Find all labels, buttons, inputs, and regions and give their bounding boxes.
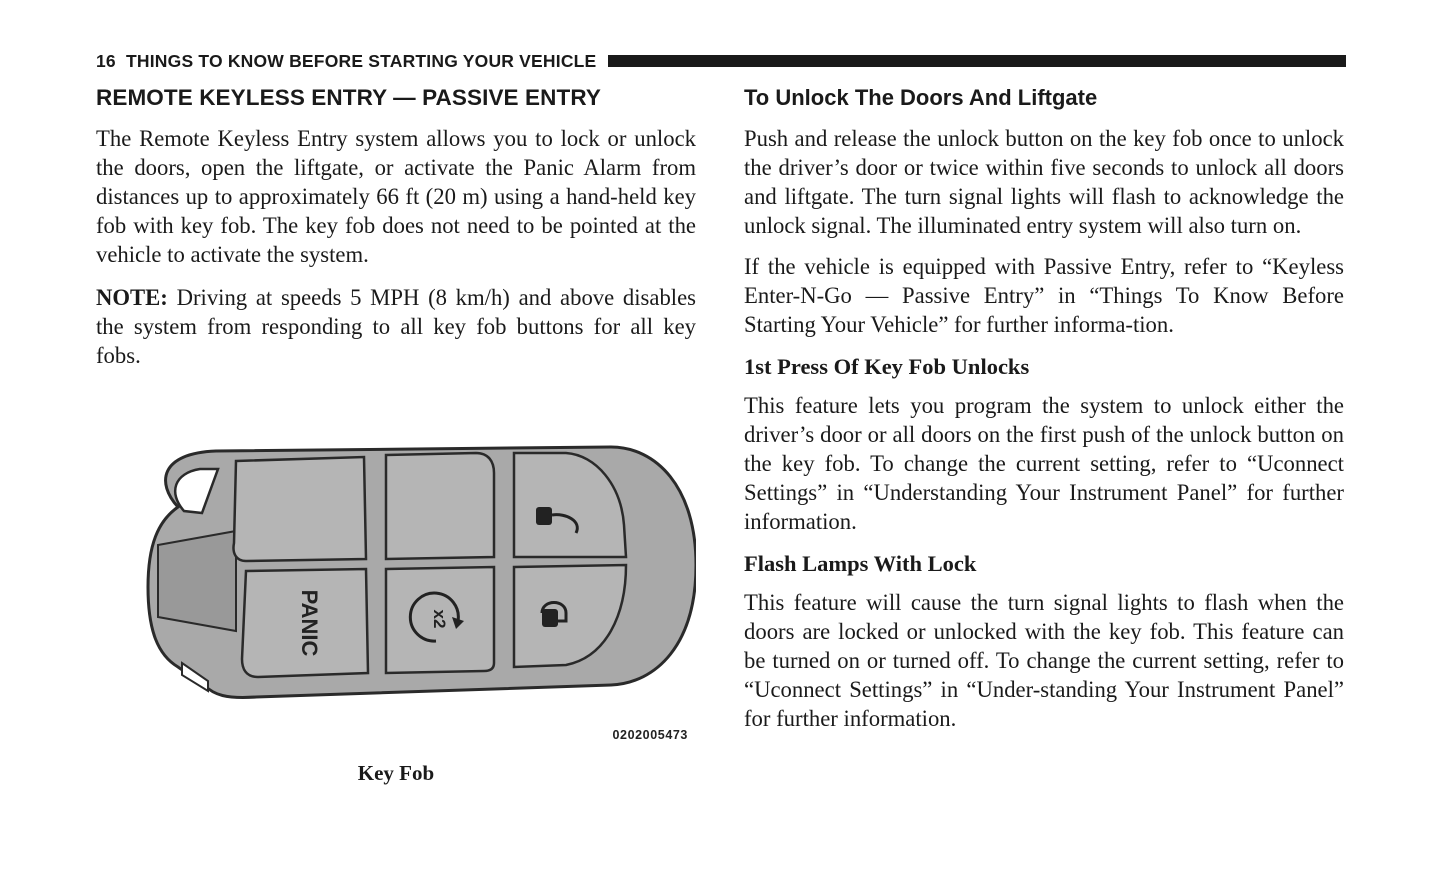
top-middle-button: [386, 453, 494, 559]
unlock-heading: To Unlock The Doors And Liftgate: [744, 85, 1098, 110]
flash-lamps-paragraph: This feature will cause the turn signal lights to flash when the doors are locked or unlocked with the key fob. This feature can be turned on or turned off. To change the current setting, refer to “Uconnect Settings” in “Under-standing Your Instrument Panel” for further information.: [744, 590, 1344, 731]
top-left-button: [234, 457, 367, 561]
remote-start-label: x2: [430, 609, 449, 629]
header-rule: [608, 55, 1346, 67]
flash-lamps-heading: Flash Lamps With Lock: [744, 551, 977, 576]
image-code: 0202005473: [612, 728, 688, 742]
page-header-text: [96, 51, 596, 72]
left-column: [96, 84, 696, 370]
key-fob-figure: [96, 395, 696, 805]
emergency-key-slot: [158, 531, 236, 631]
section-heading: REMOTE KEYLESS ENTRY — PASSIVE ENTRY: [96, 85, 601, 110]
note-label: NOTE:: [96, 285, 168, 310]
page-number: 16: [96, 50, 116, 71]
right-column: [744, 84, 1344, 733]
key-fob-illustration: [96, 395, 696, 745]
figure-caption: Key Fob: [357, 761, 435, 785]
page-header: [96, 50, 1346, 72]
intro-paragraph: The Remote Keyless Entry system allows you to lock or unlock the doors, open the liftgate, or activate the Panic Alarm from distances up to approximately 66 ft (20 m) using a hand-held key fob with key fob. The key fob does not need to be pointed at the vehicle to activate the system.: [96, 126, 696, 267]
note-text: Driving at speeds 5 MPH (8 km/h) and above disables the system from responding to all key fob buttons for all key fobs.: [96, 285, 697, 368]
passive-entry-paragraph: If the vehicle is equipped with Passive Entry, refer to “Keyless Enter-N-Go — Passive Entry” in “Things To Know Before Starting Your Vehicle” for further informa-tion.: [744, 254, 1344, 337]
unlock-paragraph: Push and release the unlock button on the key fob once to unlock the driver’s door or twice within five seconds to unlock all doors and liftgate. The turn signal lights will flash to acknowledge the unlock signal. The illuminated entry system will also turn on.: [744, 126, 1344, 238]
panic-label: PANIC: [297, 589, 322, 657]
running-section-title: THINGS TO KNOW BEFORE STARTING YOUR VEHICLE: [126, 50, 597, 71]
first-press-heading: 1st Press Of Key Fob Unlocks: [744, 354, 1030, 379]
note-paragraph: [96, 283, 696, 370]
first-press-paragraph: This feature lets you program the system to unlock either the driver’s door or all doors on the first push of the unlock button on the key fob. To change the current setting, refer to “Uconnect Settings” in “Understanding Your Instrument Panel” for further information.: [744, 393, 1344, 534]
